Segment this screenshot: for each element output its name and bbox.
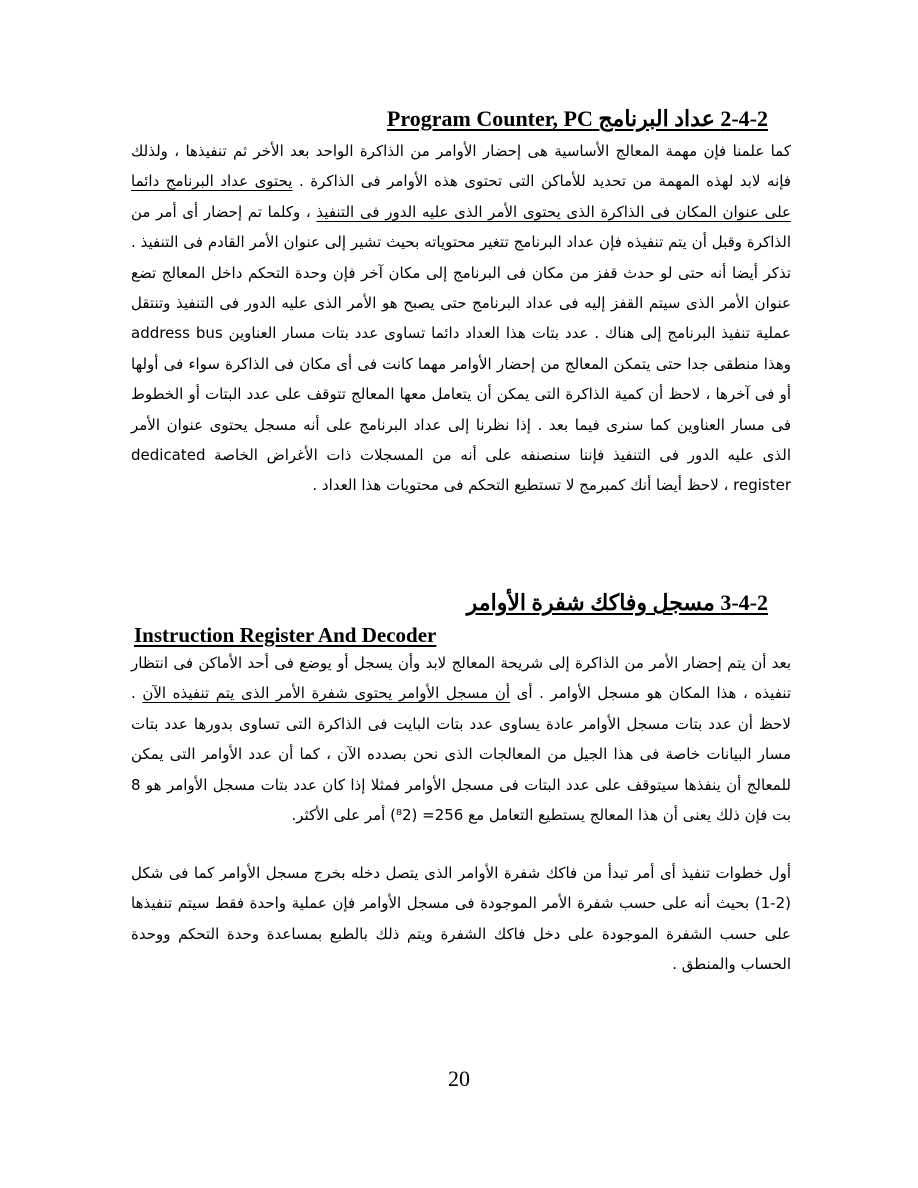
paragraph-text: أول خطوات تنفيذ أى أمر تبدأ من فاكك شفرة الأوامر الذى يتصل دخله بخرج مسجل الأوامر كما فى شكل (2-1) بحيث أنه على حسب شفرة الأمر الموجودة فى مسجل الأوامر فإن عملية واحدة فقط سيتم تنفيذها على حسب الشفرة الموجودة على دخل فاكك الشفرة ويتم ذلك بالطبع بمساعدة وحدة التحكم ووحدة الحساب والمنطق . — [131, 864, 791, 974]
paragraph-instruction-register — [131, 648, 791, 830]
paragraph-text: بعد أن يتم إحضار الأمر من الذاكرة إلى شريحة المعالج لابد وأن يسجل أو يوضع فى أحد الأماكن فى انتظار تنفيذه ، هذا المكان هو مسجل الأوامر . أى — [131, 654, 791, 703]
section-heading-english: Instruction Register And Decoder — [134, 623, 437, 647]
paragraph-decoder — [131, 858, 791, 980]
section-heading-instruction-register: 3-4-2 مسجل وفاكك شفرة الأوامر — [466, 590, 768, 615]
paragraph-program-counter — [131, 136, 791, 501]
paragraph-text: ، وكلما تم إحضار أى أمر من الذاكرة وقبل أن يتم تنفيذه فإن عداد البرنامج تتغير محتوياته بحيث تشير إلى عنوان الأمر القادم فى التنفيذ . تذكر أيضا أنه حتى لو حدث قفز من مكان فى البرنامج إلى مكان آخر فإن وحدة التحكم داخل المعالج تضع عنوان الأمر الذى سيتم القفز إليه فى عداد البرنامج حتى يصبح هو الأمر الذى عليه الدور فى التنفيذ وتنتقل عملية تنفيذ البرنامج إلى هناك . عدد بتات هذا العداد دائما تساوى عدد بتات مسار العناوين address bus وهذا منطقى جدا حتى يتمكن المعالج من إحضار الأوامر مهما كانت فى أى مكان فى الذاكرة سواء فى أولها أو فى آخرها ، لاحظ أن كمية الذاكرة التى يمكن أن يتعامل معها المعالج تتوقف على عدد البتات أو الخطوط فى مسار العناوين كما سنرى فيما بعد . إذا نظرنا إلى عداد البرنامج على أنه مسجل يحتوى عنوان الأمر الذى عليه الدور فى التنفيذ فإننا سنصنفه على أنه من المسجلات ذات الأغراض الخاصة dedicated register ، لاحظ أيضا أنك كمبرمج لا تستطيع التحكم فى محتويات هذا العداد . — [131, 202, 792, 495]
paragraph-text: . لاحظ أن عدد بتات مسجل الأوامر عادة يساوى عدد بتات البايت فى الذاكرة التى تساوى بدورها عدد بتات مسار البيانات خاصة فى هذا الجيل من المعالجات الذى نحن بصدده الآن ، كما أن عدد الأوامر التى يمكن للمعالج أن ينفذها سيتوقف على عدد البتات فى مسجل الأوامر فمثلا إذا كان عدد بتات مسجل الأوامر هو 8 بت فإن ذلك يعنى أن هذا المعالج يستطيع التعامل مع 256= (⁸2) أمر على الأكثر. — [131, 684, 791, 825]
page-number: 20 — [448, 1066, 470, 1091]
section-heading-program-counter: 2-4-2 عداد البرنامج Program Counter, PC — [386, 106, 768, 131]
underlined-definition: يحتوى عداد البرنامج دائما على عنوان المكان فى الذاكرة الذى يحتوى الأمر الذى عليه الدور فى التنفيذ — [131, 172, 791, 221]
paragraph-text: كما علمنا فإن مهمة المعالج الأساسية هى إحضار الأوامر من الذاكرة الواحد بعد الأخر ثم تنفيذها ، ولذلك فإنه لابد لهذه المهمة من تحديد للأماكن التى تحتوى هذه الأوامر فى الذاكرة . — [131, 142, 791, 191]
underlined-definition: أن مسجل الأوامر يحتوى شفرة الأمر الذى يتم تنفيذه الآن — [142, 684, 511, 703]
